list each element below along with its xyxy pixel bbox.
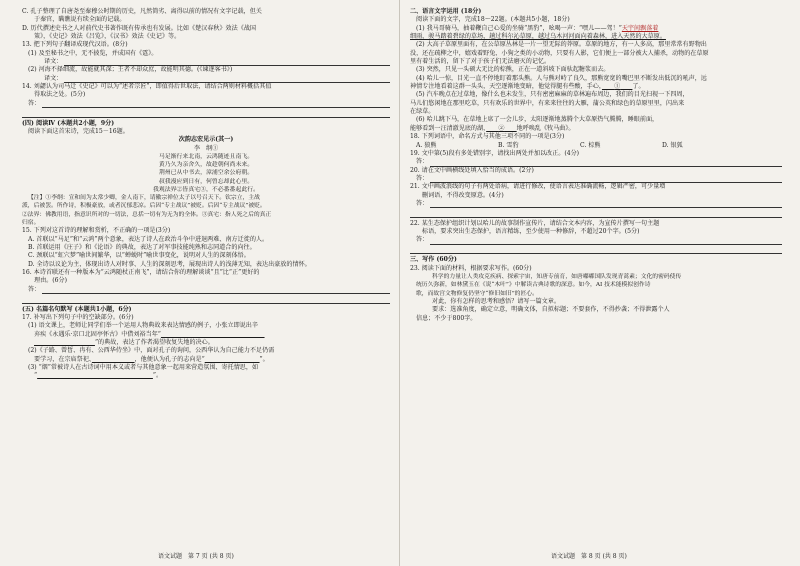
poem-note-cont: 派，后被罢。所作诗，积极豪放，或者沉郁悲凉。后因“专主战议”被贬。后因“专主战议”被贬。 [22, 203, 266, 210]
option-d[interactable]: D. 银狐 [662, 141, 683, 149]
answer-line-14b[interactable] [22, 109, 390, 118]
answer-line-16b[interactable] [22, 295, 390, 304]
option-c: C. 孔子整理了自唐尧至秦穆公时期的历史，凡然简劣、离得以前的情况有文字记载，但关 [22, 8, 262, 15]
answer-line-22[interactable] [410, 236, 782, 244]
blank[interactable] [37, 372, 153, 379]
section-2-intro: 阅读下面的文字，完成18～22题。(本题共5小题，18分) [416, 16, 570, 24]
footer-subject: 语文试题 [158, 553, 183, 560]
question-21-cont: 删词语，不得改变原意。(4分) [422, 191, 504, 199]
question-13: 13. 把下列句子翻译成现代汉语。(8分) [22, 41, 128, 49]
question-15-option-d: D. 全诗以议论为主，体现出诗人对时事、人生的深刻思考，展现出诗人的浅薄无知，表达出豪放的情怀。 [28, 260, 311, 268]
option-d-cont: 策》，《史记》效法《吕览》，《汉书》效法《史记》等。 [34, 33, 181, 41]
question-15: 15. 下列对这首诗的理解和赏析，不正确的一项是(3分) [22, 227, 171, 235]
option-c[interactable]: C. 棕熊 [580, 141, 601, 149]
answer-label: 答： [416, 158, 429, 166]
answer-line-22b[interactable] [410, 246, 782, 255]
question-13-2: (2) 河海不择细流，故能就其深；王者不却众庶，故能明其德。(《谏逐客书》) [28, 66, 233, 74]
material-line: 歌，而故宫文物修复仍坚守“修旧如旧”的匠心。 [416, 290, 538, 297]
blank-2[interactable]: ② [498, 124, 505, 132]
answer-line-21b[interactable] [410, 209, 782, 218]
question-23: 23. 阅读下面的材料，根据要求写作。(60分) [410, 264, 532, 272]
answer-label: 答： [416, 236, 429, 244]
writing-requirements-cont: 信息；不少于800字。 [416, 314, 477, 322]
question-22: 22. 某生态保护组织计划以哈儿的故事制作宣传片，请结合文本内容，为宣传片撰写一句主题 [410, 219, 660, 227]
page-7-footer [155, 551, 237, 560]
passage-para-5-end: 在绿草。 [410, 108, 435, 116]
question-19: 19. 文中第(5)段有多处错别字，请找出两处并加以改正。(4分) [410, 149, 580, 157]
passage-para-3: (3) 突然，只见一头硕大无比的棕熊，正在一道斜坡下面驮起糖浆而去。 [416, 66, 610, 74]
question-17-1: (1) 语文课上，老师让同学们举一个运用人物典故来表达情感的例子，小张立即说出辛 [28, 322, 258, 330]
answer-label: 答： [28, 285, 41, 293]
writing-requirements: 要求：选准角度，确定立意，明确文体，自拟标题；不要套作，不得抄袭；不得泄露个人 [432, 306, 670, 314]
question-17-2-cont: 要学习，在宗庙祭祀、 ，他便认为孔子的志向是“ ”。 [34, 355, 269, 363]
question-18-options [410, 142, 782, 150]
question-17-3: (3) “烟”常被诗人在古诗词中用本义或者与其他意象一起用来营造氛围、寄托情思，如 [28, 364, 259, 372]
section-4-intro: 阅读下面这首宋诗，完成15－16题。 [28, 127, 129, 135]
passage-para-2: (2) 大高子草原里面有，在公草原丛林是一片一望无际的莽原。草原的地方，有一人多高，那里常常有野物出 [416, 41, 707, 49]
section-3-heading: 三、写作 (60分) [410, 256, 457, 264]
answer-line-16[interactable] [22, 286, 390, 294]
answer-line-19[interactable] [410, 158, 782, 166]
poem-note-cont: 归宿。 [22, 220, 40, 227]
option-b[interactable]: B. 雪豹 [498, 141, 519, 149]
question-21: 21. 文中画波浪线的句子有两处语病，请进行修改，使语言表达准确流畅，逻辑严密，可少量增 [410, 183, 666, 191]
poem-author: 李 纲① [193, 144, 219, 152]
footer-page: 第 8 页 (共 8 页) [581, 553, 627, 560]
footer-subject: 语文试题 [551, 553, 576, 560]
section-4-heading: (四) 阅读Ⅳ (本题共2小题，9分) [22, 119, 115, 127]
question-15-option-a: A. 首联以“马足”和“云鸿”两个意象，表达了诗人在政治斗争中进退两难、南方迁徙的人。 [28, 235, 269, 243]
option-a[interactable]: A. 狼熊 [416, 141, 437, 149]
poem-body [22, 153, 390, 194]
option-c-cont: 于秦官，瞒瞧说有续全面的记载。 [34, 16, 126, 24]
question-13-1: (1) 及至秘书之中，无不披览，并成国有《霆》。 [28, 49, 158, 57]
question-17-3-cont: “ ”。 [34, 372, 163, 380]
translation-line-2[interactable] [22, 75, 390, 83]
poem-line: 荆州已从中书去，漳浦空余公府朝。 [158, 170, 254, 177]
passage-para-6-cont: 能够看到一汪清澈见底的湖， ② 地呼唤乱《牧马曲》。 [410, 124, 575, 132]
material-line: 科学的力量让人类攻克疾病、探索宇宙，知唐专前育，如唐嘟嘟国队发现青蒿素；文化的密码使传 [432, 273, 682, 280]
passage-para-4-cont: 神情专注地看着这群一头头，天空逐渐地变暗，他觉得腿有些酸，手心， ① 了。 [410, 83, 645, 91]
question-17-2: (2)《子路、曾皙、冉有、公西华侍坐》中，面对孔子的询问，公西华认为自己能力不足仍需 [28, 347, 275, 355]
question-16-cont: 理由。(6分) [34, 277, 68, 285]
answer-label: 答： [416, 174, 429, 182]
question-14-cont: 得取法之处。(5分) [34, 91, 86, 99]
question-15-option-b: B. 首联运用《庄子》和《论语》的典故，表达了对军事技能纯熟和志同道合的向往。 [28, 244, 256, 252]
option-d: D. 历代撰述史书之人对前代史书著作既有传承也有发展。比如《楚汉春秋》效法《战国 [22, 24, 257, 32]
answer-line-21[interactable] [410, 200, 782, 208]
question-20: 20. 请在文中画横线处填入恰当的成语。(2分) [410, 166, 534, 174]
translation-label: 译文： [44, 74, 63, 82]
answer-line-14[interactable] [22, 100, 390, 108]
poem-line: 叔我漫应到日有，何曾忘却此心里。 [158, 178, 254, 185]
answer-label: 答： [28, 99, 41, 107]
answer-line-20[interactable] [410, 175, 782, 183]
question-17-1-end: ”的典故，表达了作者渴望收复失地的决心。 [22, 339, 390, 347]
poem-title: 次韵志宏见示(其一) [178, 136, 234, 144]
page-8-footer [548, 551, 630, 560]
passage-para-1-cont: 细雨，骏马踏着碧绿的草场，趟过科尔沁草原，越过乌木河河面向着森林，进入天然的大草原。 [410, 33, 666, 41]
question-14: 14. 刘勰认为司马迁《史记》可以为“述者宗匠”，即值得后世取法，请结合两则材料概括其值 [22, 83, 272, 91]
question-17: 17. 补写出下列句子中的空缺部分。(6分) [22, 313, 134, 321]
poem-note: 【注】①李纲：宣和间为太常少卿，金人南下，请徽宗禅位太子以号召天下。钦宗立，主战 [28, 195, 260, 202]
passage-para-5: (5) 汽车晚点在过草地，像什么也未发生，只有密密麻麻的草林遍布周边，我们的目光扫视一下四周， [416, 91, 689, 99]
page-7-column [22, 8, 390, 381]
passage-para-5-cont: 马儿们悠闲地在那里吃草，只有欢乐的世界中，有来来往往的大雁，蒲公英和绿色的草原里里，闪出来 [410, 99, 685, 107]
passage-para-1: (1) 我马哥骑马，抽着鞭自己心爱的坐骑“黑豹”，吆喝一声：“嘿儿——驾！”天宇间飘落着 [416, 24, 659, 32]
blank-1[interactable]: ① [614, 83, 621, 91]
passage-para-2-cont: 没，还在疏柳之中，嬉戏着野兔、小狗之类的小动物，只要有人影，它们便上一部分被大人捕杀，动物的在草原 [410, 49, 709, 57]
question-18: 18. 下列词语中，命名方式与其他三项不同的一项是(3分) [410, 133, 565, 141]
section-5-heading: (五) 名篇名句默写 (本题共1小题，6分) [22, 305, 132, 313]
passage-para-4: (4) 哈儿一惊，目光一直不停地盯着那头熊。人与熊对峙了良久，那熊宽宽的嘴巴里不断发出低沉的吼声，远 [416, 74, 707, 82]
passage-para-2-end: 里有着生活的，留下了对于孩子们无法磨灭的记忆。 [410, 58, 551, 66]
blank[interactable] [34, 339, 95, 346]
material-line: 统历久弥新，如林黛玉在《说“木叶”》中解读古典诗歌的深意。如今，AI 技术能模拟创作诗 [416, 282, 651, 289]
poem-note-cont: ②法界：佛教用语，指意识所对的一切法，总括一切有为无为的全体。③真宅：指人死之后的真正 [22, 211, 272, 218]
poem-line: 黄乃久为亲舍久，故趁朝何尚未来。 [158, 162, 254, 169]
page-8-column [410, 8, 782, 323]
highlighted-phrase: 天宇间飘落着 [621, 24, 659, 32]
poem-line: 马足渐行来北南，云鸿随迹且南飞。 [158, 154, 254, 160]
blank[interactable] [205, 356, 260, 363]
blank[interactable] [161, 331, 265, 338]
section-2-heading: 二、语言文字运用 (18分) [410, 8, 482, 15]
question-22-cont: 标语，要求突出生态保护，语言精练，至少使用一种修辞，不超过20个字。(5分) [422, 228, 640, 236]
answer-label: 答： [416, 199, 429, 207]
writing-prompt: 对此，你有怎样的思考和感悟？请写一篇文章。 [432, 298, 560, 305]
translation-label: 译文： [44, 58, 63, 66]
blank[interactable] [92, 356, 135, 363]
footer-page: 第 7 页 (共 8 页) [188, 553, 234, 560]
poem-line: 我观法界②皆真宅③，不必番番起此行。 [152, 186, 260, 193]
question-17-1-cont: 弃疾《永遇乐·京口北固亭怀古》中借刘裕当年“ [22, 331, 390, 339]
passage-para-6: (6) 哈儿跳下马，在草地上席了一会儿步，太阳逐渐地蒸腾个大草原热气腾腾，睡眼前面， [416, 116, 659, 124]
page-divider [399, 0, 400, 566]
question-15-option-c: C. 颈联以“虹穴梦”喻世间繁华，以“蝉蜕时”喻世事变化，说明对人生的深刻体悟。 [28, 252, 250, 260]
question-16: 16. 本诗首联还有一种版本为“云鸿随杖正南飞”，请结合你的理解谈谈“且”比“正”更好的 [22, 269, 260, 277]
